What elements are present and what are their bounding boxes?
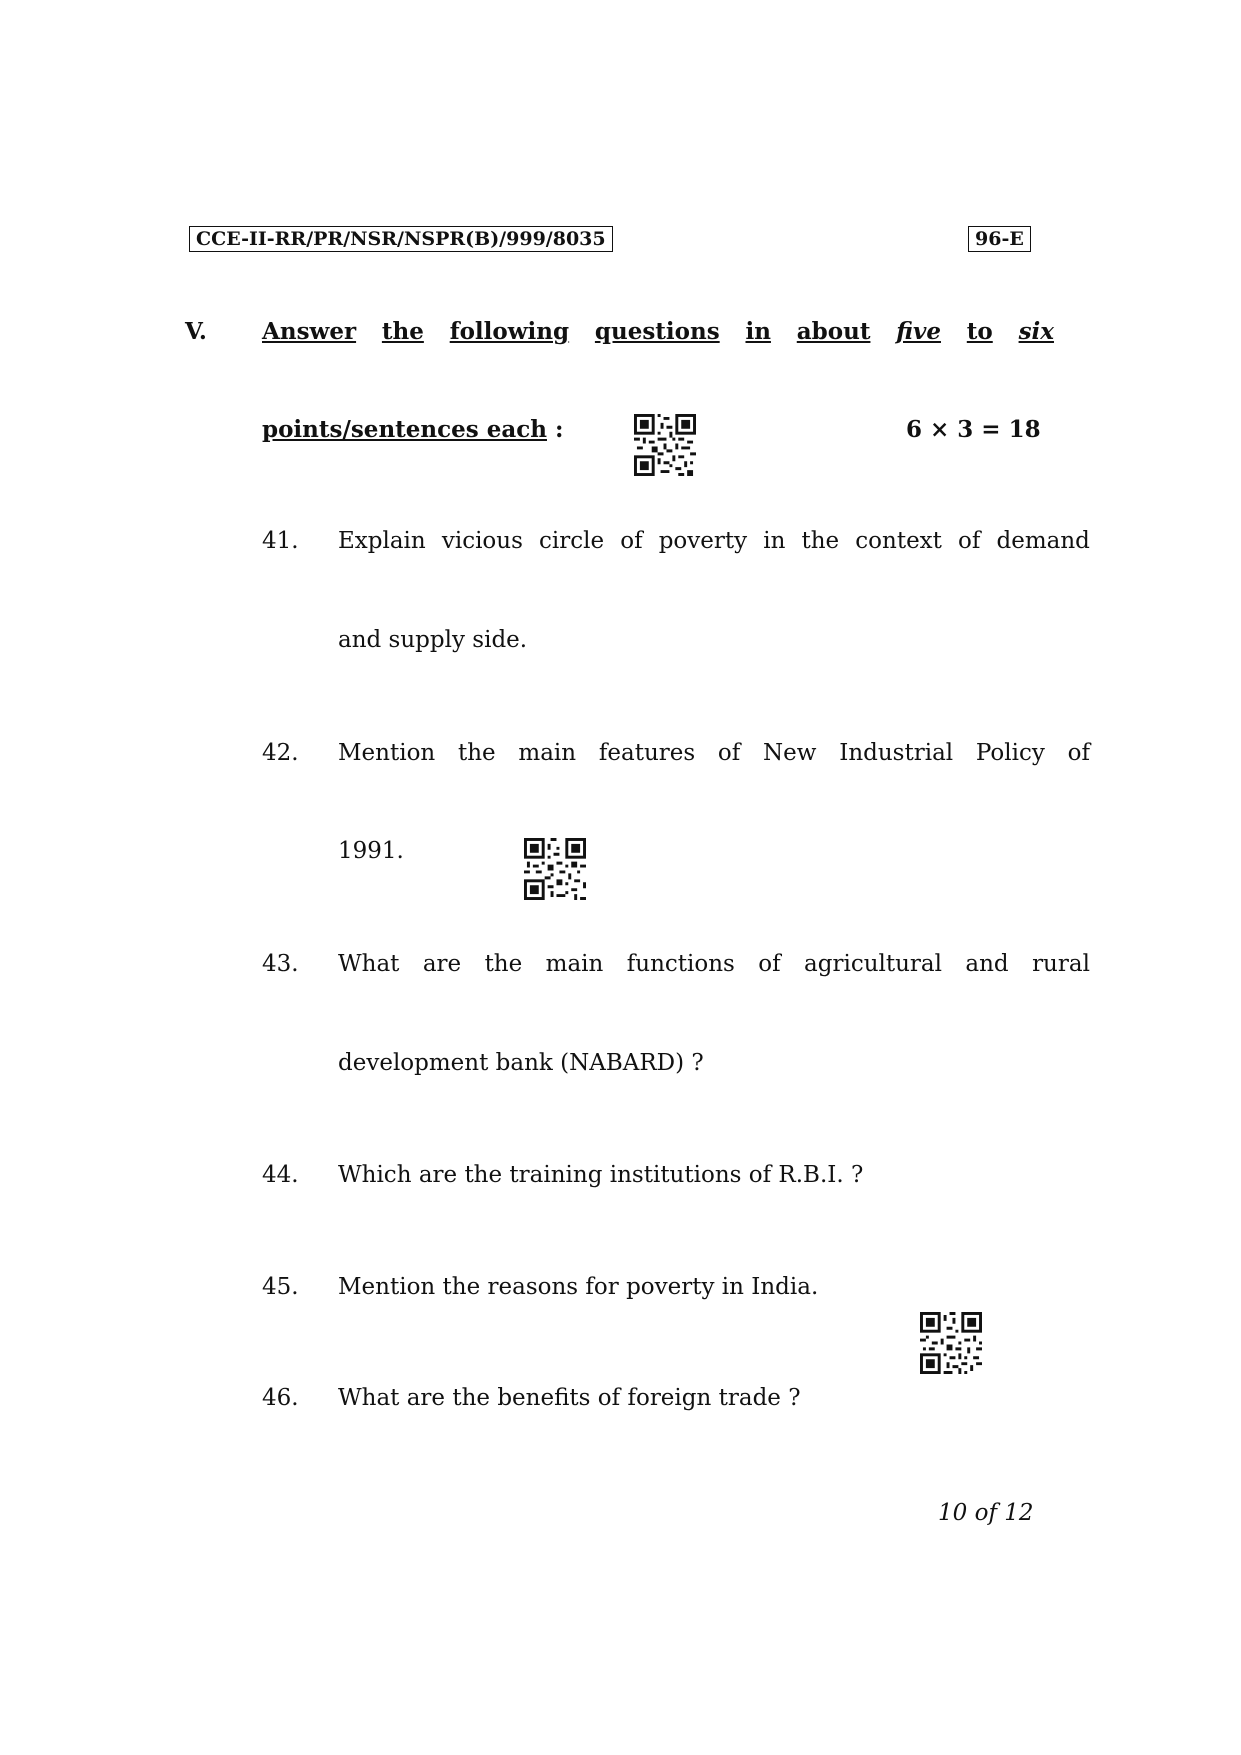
instr-word: questions [594,318,720,345]
q-word: Industrial [839,740,954,766]
q-word: the [484,951,523,977]
question-text: What are the benefits of foreign trade ? [338,1385,801,1411]
q-word: Mention [338,740,436,766]
q-word: features [598,740,696,766]
question-text: Mention the reasons for poverty in India. [338,1274,819,1300]
q-word: agricultural [804,951,942,977]
instruction-colon: : [555,416,564,443]
question-number: 42. [262,740,299,766]
page-number [938,1500,1034,1526]
q-word: main [545,951,604,977]
q-word: poverty [658,528,748,554]
section-instruction [262,318,1054,345]
q-word: main [518,740,577,766]
qr-code-icon [524,838,586,900]
q-word: Policy [975,740,1045,766]
question-text: Which are the training institutions of R.B.I. ? [338,1162,864,1188]
instr-word: following [449,318,570,345]
instr-word: to [966,318,993,345]
q-word: the [457,740,496,766]
q-word: the [801,528,840,554]
question-number: 41. [262,528,299,554]
q-word: Explain [338,528,426,554]
q-word: vicious [441,528,523,554]
paper-number: 96-E [968,226,1031,252]
instruction-line2-text: points/sentences each [262,416,547,443]
q-word: are [422,951,462,977]
question-text-cont: 1991. [338,838,404,864]
q-word: functions [626,951,735,977]
instruction-line2 [262,416,564,443]
q-word: context [855,528,942,554]
instr-word: the [381,318,424,345]
q-word: demand [996,528,1090,554]
q-word: What [338,951,400,977]
q-word: in [763,528,786,554]
q-word: of [717,740,741,766]
q-word: of [620,528,643,554]
q-word: New [763,740,817,766]
question-number: 45. [262,1274,299,1300]
question-text [338,740,1090,766]
q-word: rural [1032,951,1090,977]
question-text-cont: development bank (NABARD) ? [338,1050,704,1076]
question-text-cont: and supply side. [338,627,528,653]
section-number: V. [185,318,207,345]
instr-word: Answer [262,318,357,345]
qr-code-icon [920,1312,982,1374]
question-number: 46. [262,1385,299,1411]
question-text [338,528,1090,554]
q-word: of [1067,740,1090,766]
question-number: 44. [262,1162,299,1188]
instr-word-italic: five [896,318,941,345]
section-marks: 6 × 3 = 18 [906,416,1041,443]
question-text [338,951,1090,977]
q-word: circle [539,528,605,554]
qr-code-icon [634,414,696,476]
q-word: of [758,951,781,977]
page-current: 10 [938,1500,968,1526]
page-of: of [974,1500,997,1526]
instr-word: in [745,318,771,345]
q-word: and [965,951,1009,977]
instr-word: about [796,318,871,345]
q-word: of [958,528,981,554]
paper-code: CCE-II-RR/PR/NSR/NSPR(B)/999/8035 [189,226,613,252]
instr-word-italic: six [1018,318,1054,345]
page-total: 12 [1004,1500,1034,1526]
question-number: 43. [262,951,299,977]
